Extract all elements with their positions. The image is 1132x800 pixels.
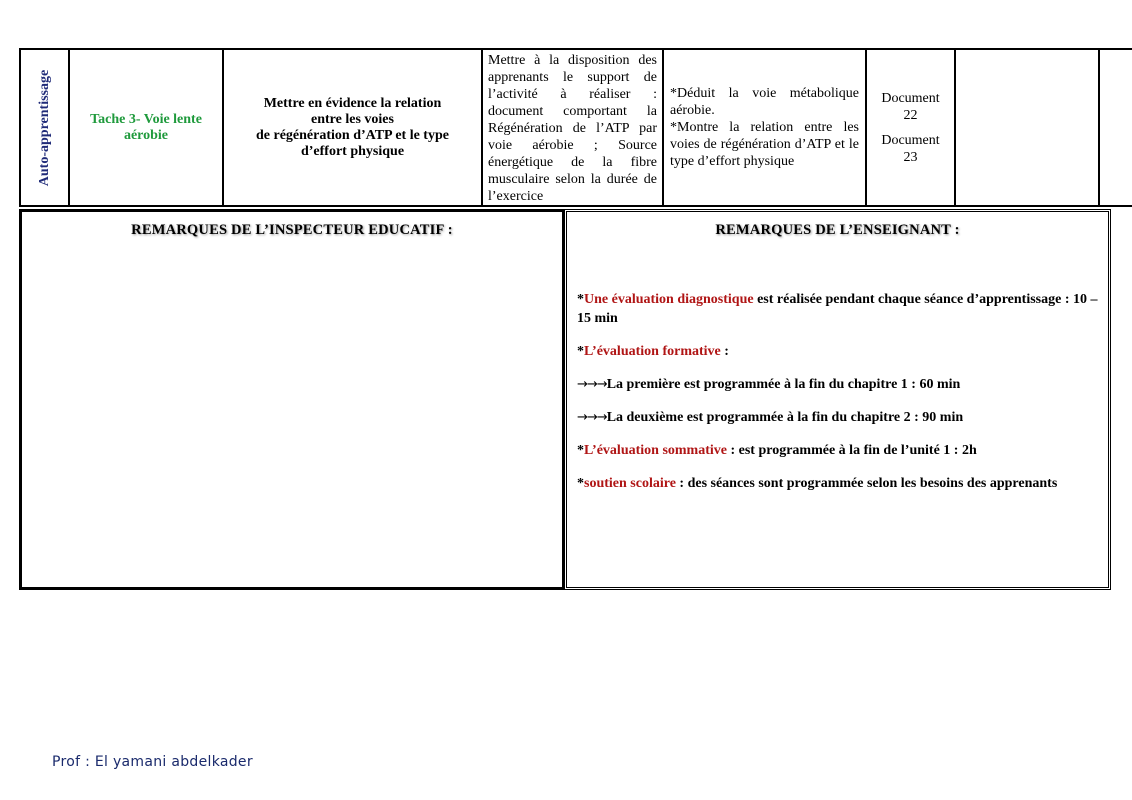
empty-cell: [1099, 49, 1132, 206]
second-formative-text: La deuxième est programmée à la fin du chapitre 2 : 90 min: [606, 410, 964, 425]
objective-cell: [223, 49, 482, 206]
task-cell: [69, 49, 223, 206]
activity-text: Mettre à la disposition des apprenants le support de l’activité à réaliser : document comportant la Régénération de l’ATP par voie aérobie ; Source énergétique de la fibre musculaire selon la durée de l’exercice: [488, 53, 657, 204]
lesson-table: [19, 48, 1132, 207]
formative-remark: [577, 342, 1098, 361]
teacher-remarks-body: [577, 290, 1098, 507]
diagnostic-text: est réalisée pendant chaque séance d’apprentissage : 10 – 15 min: [577, 292, 1098, 326]
formative-text: :: [720, 344, 729, 359]
inspector-remarks-title: REMARQUES DE L’INSPECTEUR EDUCATIF :: [131, 222, 453, 238]
arrows-icon: →→→: [577, 377, 607, 392]
teacher-remarks-title: REMARQUES DE L’ENSEIGNANT :: [715, 222, 960, 238]
summative-term: L’évaluation sommative: [584, 443, 727, 458]
document-number: 23: [903, 149, 918, 165]
author-footer: Prof : El yamani abdelkader: [52, 754, 253, 770]
diagnostic-remark: [577, 290, 1098, 328]
objective-line: entre les voies: [311, 111, 394, 127]
arrows-icon: →→→: [577, 410, 607, 425]
table-row: [20, 49, 1132, 206]
objective-line: de régénération d’ATP et le type: [256, 127, 449, 143]
bullet-star: *: [577, 476, 584, 491]
result-line: *Déduit la voie métabolique aérobie.: [670, 86, 859, 118]
document-label: Document: [881, 132, 940, 148]
result-line: *Montre la relation entre les voies de régénération d’ATP et le type d’effort physique: [670, 120, 859, 169]
task-label: Tache 3- Voie lente aérobie: [90, 111, 202, 143]
second-formative-remark: [577, 408, 1098, 427]
summative-text: : est programmée à la fin de l’unité 1 : 2h: [726, 443, 977, 458]
first-formative-remark: [577, 375, 1098, 394]
summative-remark: [577, 441, 1098, 460]
document-number: 22: [903, 107, 918, 123]
inspector-remarks-box: [19, 209, 565, 590]
phase-cell: [20, 49, 69, 206]
activity-cell: [482, 49, 663, 206]
objective-line: Mettre en évidence la relation: [263, 95, 442, 111]
objective-line: d’effort physique: [300, 143, 405, 159]
document-ref: [867, 132, 954, 166]
teacher-remarks-box: [564, 209, 1111, 590]
bullet-star: *: [577, 292, 584, 307]
support-remark: [577, 474, 1098, 493]
formative-term: L’évaluation formative: [584, 344, 721, 359]
support-text: : des séances sont programmée selon les besoins des apprenants: [675, 476, 1058, 491]
diagnostic-term: Une évaluation diagnostique: [584, 292, 754, 307]
support-term: soutien scolaire: [584, 476, 676, 491]
empty-cell: [955, 49, 1099, 206]
documents-cell: [866, 49, 955, 206]
bullet-star: *: [577, 443, 584, 458]
results-cell: [663, 49, 866, 206]
phase-label: Auto-apprentissage: [36, 69, 52, 186]
document-ref: [867, 90, 954, 124]
document-label: Document: [881, 90, 940, 106]
bullet-star: *: [577, 344, 584, 359]
first-formative-text: La première est programmée à la fin du chapitre 1 : 60 min: [606, 377, 961, 392]
